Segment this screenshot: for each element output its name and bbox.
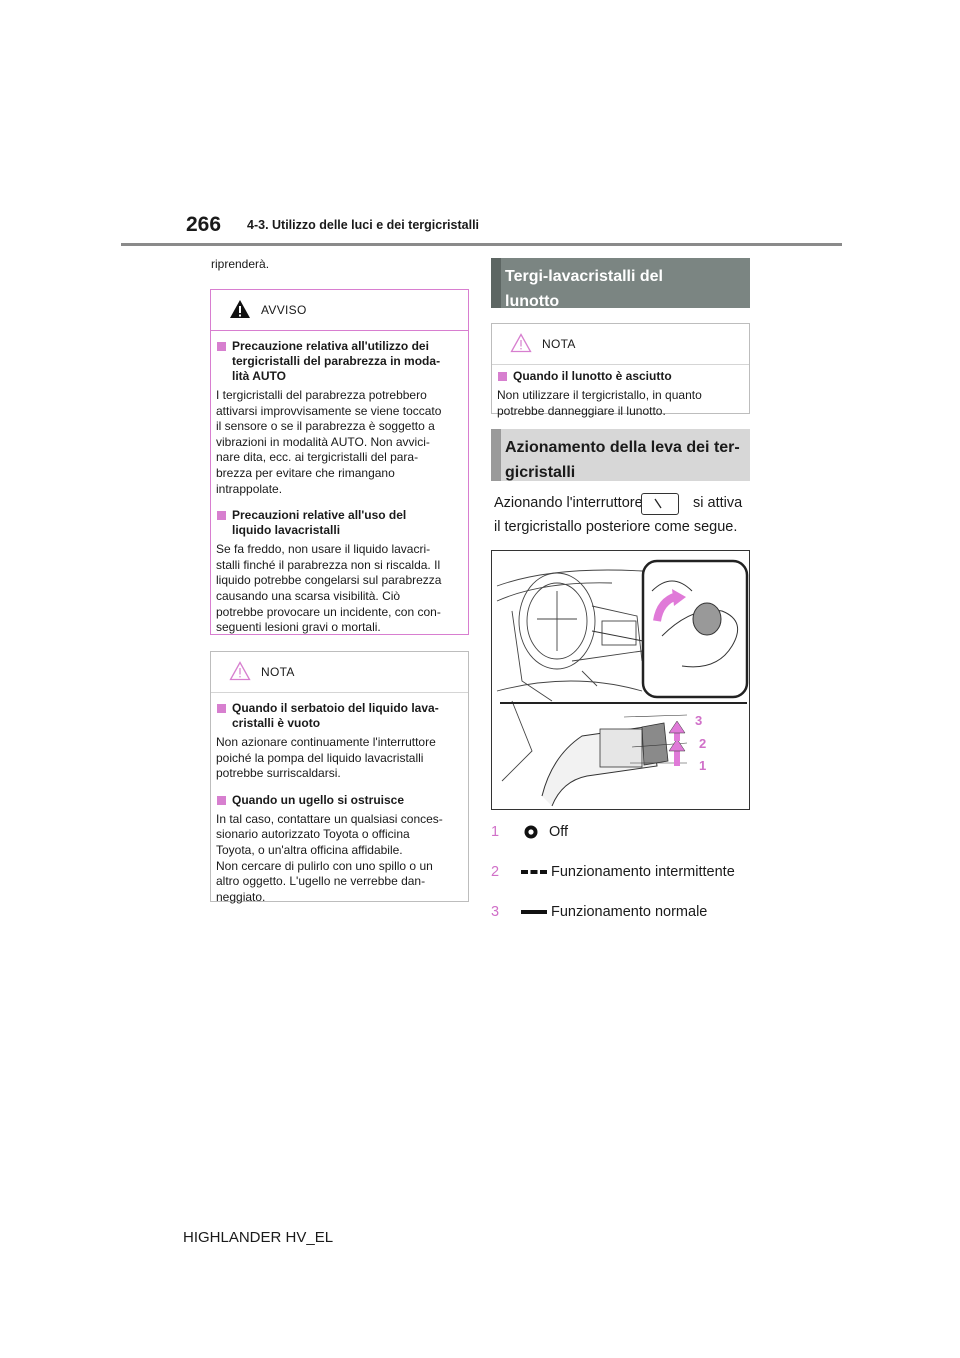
square-bullet-icon [217,704,226,713]
off-symbol-icon [521,824,541,840]
intermittent-symbol-icon [521,867,547,877]
figure-label-1: 1 [699,758,707,773]
normal-symbol-icon [521,907,547,917]
heading-stripe [491,258,501,308]
subsection-heading-text: Azionamento della leva dei ter- gicristalli [505,439,740,481]
warning-triangle-icon [229,299,251,319]
caution-triangle-icon [229,661,251,681]
section-heading-text: Tergi-lavacristalli del lunotto [505,268,663,310]
square-bullet-icon [498,372,507,381]
wiper-lever-figure [491,550,750,810]
note-item-title [497,369,737,384]
legend-item-off [491,824,568,840]
legend-item-normal [491,904,707,920]
note-box-body [211,693,468,924]
note-label: NOTA [542,337,576,351]
note-item-body: Non utilizzare il tergicristallo, in quanto potrebbe danneggiare il lunotto. [497,388,702,418]
square-bullet-icon [217,796,226,805]
legend-item-intermittent [491,864,735,880]
note-item-title-text: Quando un ugello si ostruisce [232,792,405,807]
note-item-body: Non azionare continuamente l'interruttore poiché la pompa del liquido lavacristalli potrebbe surriscaldarsi. [216,735,436,781]
body-text-line: si attiva [693,495,743,511]
legend-text: Funzionamento normale [551,904,708,920]
figure-label-3: 3 [695,713,703,728]
subsection-heading [491,429,750,481]
note-box-left [210,651,469,902]
warning-item-title [216,339,456,384]
note-box-body [492,365,749,427]
legend-number: 3 [491,904,500,920]
note-item-body: In tal caso, contattare un qualsiasi conces- sionario autorizzato Toyota o officina Toyota, o un'altra officina affidabile. Non cercare di pulirlo con uno spillo o un altro oggetto. L'ugello ne verrebbe dan- neggiato. [216,811,443,904]
header-rule [121,243,842,246]
note-box-header [211,652,468,693]
heading-stripe [491,429,501,481]
warning-item-body: Se fa freddo, non usare il liquido lavacri- stalli finché il parabrezza non si riscalda. Il liquido potrebbe congelarsi sul parabrezza causando una scarsa visibilità. Ciò potrebbe provocare un incidente, con con- seguenti lesioni gravi o mortali. [216,542,442,635]
note-box-header [492,324,749,365]
warning-box-header [211,290,468,331]
footer-model: HIGHLANDER HV_EL [183,1229,334,1246]
wiper-switch-icon [641,493,679,515]
legend-text: Funzionamento intermittente [551,864,735,880]
section-title: 4-3. Utilizzo delle luci e dei tergicristalli [247,218,480,232]
body-text-line: Azionando l'interruttore [494,495,643,511]
warning-box-body [211,331,468,655]
warning-item-title-text: Precauzione relativa all'utilizzo dei tergicristalli del parabrezza in moda- lità AUTO [232,339,441,383]
section-heading [491,258,750,308]
lead-text: riprenderà. [211,257,270,271]
note-item-title-text: Quando il serbatoio del liquido lava- cristalli è vuoto [232,701,439,730]
warning-box [210,289,469,635]
warning-item-title-text: Precauzioni relative all'uso del liquido lavacristalli [232,508,407,538]
caution-triangle-icon [510,333,532,353]
square-bullet-icon [217,511,226,520]
legend-number: 1 [491,824,500,840]
figure-label-2: 2 [699,736,707,751]
note-item-title [216,793,456,808]
note-label: NOTA [261,665,295,679]
dashboard-illustration [492,551,750,810]
note-item-title [216,701,456,731]
page-number: 266 [186,213,222,236]
body-text-line: il tergicristallo posteriore come segue. [494,519,738,535]
note-item-title-text: Quando il lunotto è asciutto [513,369,672,383]
legend-number: 2 [491,864,500,880]
note-box-right [491,323,750,418]
square-bullet-icon [217,342,226,351]
legend-text: Off [549,824,569,840]
warning-label: AVVISO [261,303,307,317]
warning-item-body: I tergicristalli del parabrezza potrebbero attivarsi improvvisamente se viene toccato il sensore o se il parabrezza è soggetto a vibrazioni in modalità AUTO. Non avvici- nare dita, ecc. ai tergicristalli del para- brezza per evitare che rimangano intrappolate. [216,388,442,496]
warning-item-title [216,508,456,538]
